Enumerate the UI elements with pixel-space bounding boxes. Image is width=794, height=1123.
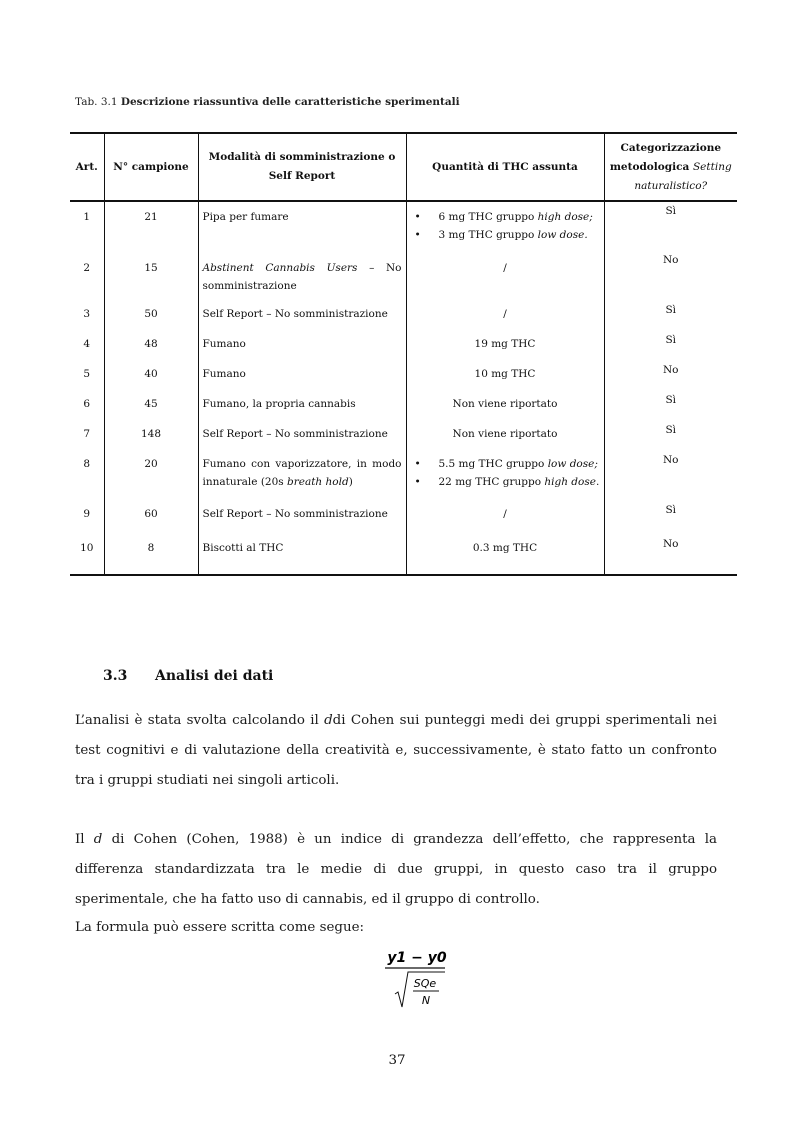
header-art: Art. [70, 133, 104, 201]
quantita-italic: high dose [544, 476, 596, 488]
cell-campione [104, 451, 198, 501]
cell-categorizzazione [604, 535, 737, 575]
cell-modalita [198, 535, 406, 575]
quantita-value: 10 mg THC [474, 368, 536, 380]
cell-art [70, 361, 104, 391]
table-row [70, 361, 737, 391]
header-categ-bold: Categorizzazione metodologica [609, 141, 722, 173]
formula-numerator: y1 − y0 [387, 950, 447, 966]
cell-quantita [406, 501, 604, 535]
cell-categorizzazione [604, 251, 737, 301]
header-modalita-text: Modalità di somministrazione o Self Report [208, 151, 396, 182]
cell-campione [104, 361, 198, 391]
art-value: 7 [83, 428, 91, 440]
categorizzazione-value: No [662, 364, 679, 376]
caption-title: Descrizione riassuntiva delle caratteristiche sperimentali [120, 96, 460, 108]
cell-art [70, 251, 104, 301]
categorizzazione-value: No [662, 254, 679, 266]
table-row [70, 301, 737, 331]
categorizzazione-value: Sì [665, 424, 677, 436]
cell-quantita [406, 535, 604, 575]
cell-modalita [198, 251, 406, 301]
quantita-value: 0.3 mg THC [472, 542, 538, 554]
quantita-italic: low dose; [547, 458, 598, 470]
cell-campione [104, 331, 198, 361]
table-row [70, 501, 737, 535]
header-modalita [198, 133, 406, 201]
cell-art [70, 201, 104, 251]
quantita-item [439, 208, 600, 226]
quantita-list [411, 455, 600, 491]
cell-campione [104, 501, 198, 535]
art-value: 6 [83, 398, 91, 410]
art-value: 5 [83, 368, 91, 380]
formula-inner-denominator: N [421, 994, 431, 1007]
art-value: 9 [83, 508, 91, 520]
campione-value: 40 [144, 368, 158, 380]
p2-d-symbol: d [93, 832, 103, 847]
table-row [70, 421, 737, 451]
modalita-value: Biscotti al THC [202, 542, 284, 554]
p2-text-a: Il [75, 832, 94, 847]
section-heading [103, 668, 273, 684]
quantita-item [439, 473, 600, 491]
cell-modalita [198, 301, 406, 331]
campione-value: 148 [140, 428, 162, 440]
cell-categorizzazione [604, 391, 737, 421]
paragraph-3: La formula può essere scritta come segue: [75, 920, 365, 935]
section-number: 3.3 [103, 668, 128, 684]
cell-art [70, 421, 104, 451]
caption-prefix: Tab. 3.1 [75, 96, 121, 108]
p2-text-b: di Cohen (Cohen, 1988) è un indice di grandezza dell’effetto, che rappresenta la differenza standardizzata tra le medie di due gruppi, in questo caso tra il gruppo sperimentale, che ha fatto uso di cannabis, ed il gruppo di controllo. [75, 832, 717, 907]
categorizzazione-value: Sì [665, 205, 677, 217]
table-row [70, 535, 737, 575]
quantita-value: Non viene riportato [452, 398, 558, 410]
cell-categorizzazione [604, 301, 737, 331]
quantita-value: Non viene riportato [452, 428, 558, 440]
quantita-value: / [503, 508, 507, 520]
table-row [70, 251, 737, 301]
modalita-value: Fumano, la propria cannabis [202, 398, 356, 410]
modalita-value: Fumano con vaporizzatore, in modo innaturale (20s [202, 458, 402, 488]
header-campione: N° campione [104, 133, 198, 201]
modalita-end: ) [348, 476, 353, 488]
formula-inner-numerator: SQe [413, 977, 437, 990]
experiment-table [70, 132, 737, 576]
art-value: 4 [83, 338, 91, 350]
cell-art [70, 535, 104, 575]
cell-quantita [406, 251, 604, 301]
categorizzazione-value: Sì [665, 394, 677, 406]
cell-modalita [198, 451, 406, 501]
quantita-italic: low dose. [537, 229, 588, 241]
modalita-value: Pipa per fumare [202, 211, 289, 223]
quantita-item [439, 455, 600, 473]
table-caption [75, 96, 460, 108]
cell-campione [104, 535, 198, 575]
cell-quantita [406, 421, 604, 451]
cell-campione [104, 201, 198, 251]
table-header-row [70, 133, 737, 201]
p1-text-a: L’analisi è stata svolta calcolando il [75, 713, 325, 728]
art-value: 10 [80, 542, 94, 554]
cell-categorizzazione [604, 501, 737, 535]
campione-value: 48 [144, 338, 158, 350]
modalita-value: Fumano [202, 338, 246, 350]
cell-categorizzazione [604, 361, 737, 391]
campione-value: 21 [144, 211, 158, 223]
categorizzazione-value: No [662, 538, 679, 550]
header-categorizzazione [604, 133, 737, 201]
cell-art [70, 301, 104, 331]
cell-quantita [406, 201, 604, 251]
campione-value: 20 [144, 458, 158, 470]
art-value: 1 [83, 211, 91, 223]
art-value: 2 [83, 262, 91, 274]
modalita-value: Self Report – No somministrazione [202, 428, 388, 440]
cell-art [70, 451, 104, 501]
cell-categorizzazione [604, 421, 737, 451]
cell-modalita [198, 201, 406, 251]
cell-categorizzazione [604, 331, 737, 361]
cell-campione [104, 301, 198, 331]
cell-categorizzazione [604, 201, 737, 251]
campione-value: 60 [144, 508, 158, 520]
quantita-value: / [503, 308, 507, 320]
modalita-value: Self Report – No somministrazione [202, 308, 388, 320]
page-number: 37 [388, 1053, 406, 1068]
campione-value: 45 [144, 398, 158, 410]
quantita-value: / [503, 262, 507, 274]
cell-modalita [198, 331, 406, 361]
modalita-value: Fumano [202, 368, 246, 380]
cell-art [70, 331, 104, 361]
cell-campione [104, 421, 198, 451]
quantita-list [411, 208, 600, 244]
quantita-item [439, 226, 600, 244]
paragraph-2 [75, 825, 717, 915]
quantita-italic: high dose; [537, 211, 593, 223]
categorizzazione-value: Sì [665, 334, 677, 346]
p1-text-b: di Cohen sui punteggi medi dei gruppi sperimentali nei test cognitivi e di valutazione della creatività e, successivamente, è stato fatto un confronto tra i gruppi studiati nei singoli articoli. [75, 713, 718, 788]
p1-d-symbol: d [324, 713, 333, 728]
quantita-text: 3 mg THC gruppo [438, 229, 538, 241]
quantita-end: . [595, 476, 600, 488]
categorizzazione-value: No [662, 454, 679, 466]
cell-campione [104, 251, 198, 301]
cell-quantita [406, 331, 604, 361]
campione-value: 8 [147, 542, 155, 554]
cell-categorizzazione [604, 451, 737, 501]
cell-quantita [406, 301, 604, 331]
modalita-value: Self Report – No somministrazione [202, 508, 388, 520]
campione-value: 15 [144, 262, 158, 274]
modalita-value: – No somministrazione [202, 262, 402, 292]
table-row [70, 201, 737, 251]
quantita-text: 22 mg THC gruppo [438, 476, 545, 488]
categorizzazione-value: Sì [665, 504, 677, 516]
cell-modalita [198, 391, 406, 421]
paragraph-1 [75, 706, 717, 796]
quantita-value: 19 mg THC [474, 338, 536, 350]
cell-modalita [198, 501, 406, 535]
campione-value: 50 [144, 308, 158, 320]
section-title: Analisi dei dati [155, 668, 274, 684]
quantita-text: 6 mg THC gruppo [438, 211, 538, 223]
cell-campione [104, 391, 198, 421]
cell-quantita [406, 391, 604, 421]
cohen-d-formula [365, 944, 465, 1014]
cell-art [70, 391, 104, 421]
table-row [70, 331, 737, 361]
cell-quantita [406, 361, 604, 391]
art-value: 3 [83, 308, 91, 320]
cell-art [70, 501, 104, 535]
categorizzazione-value: Sì [665, 304, 677, 316]
quantita-text: 5.5 mg THC gruppo [438, 458, 548, 470]
table-row [70, 391, 737, 421]
table-row [70, 451, 737, 501]
modalita-italic: breath hold [287, 476, 349, 488]
art-value: 8 [83, 458, 91, 470]
modalita-italic: Abstinent Cannabis Users [202, 262, 358, 274]
header-categ-italic: Setting naturalistico? [634, 160, 732, 192]
header-quantita: Quantità di THC assunta [406, 133, 604, 201]
cell-modalita [198, 361, 406, 391]
cell-modalita [198, 421, 406, 451]
cell-quantita [406, 451, 604, 501]
